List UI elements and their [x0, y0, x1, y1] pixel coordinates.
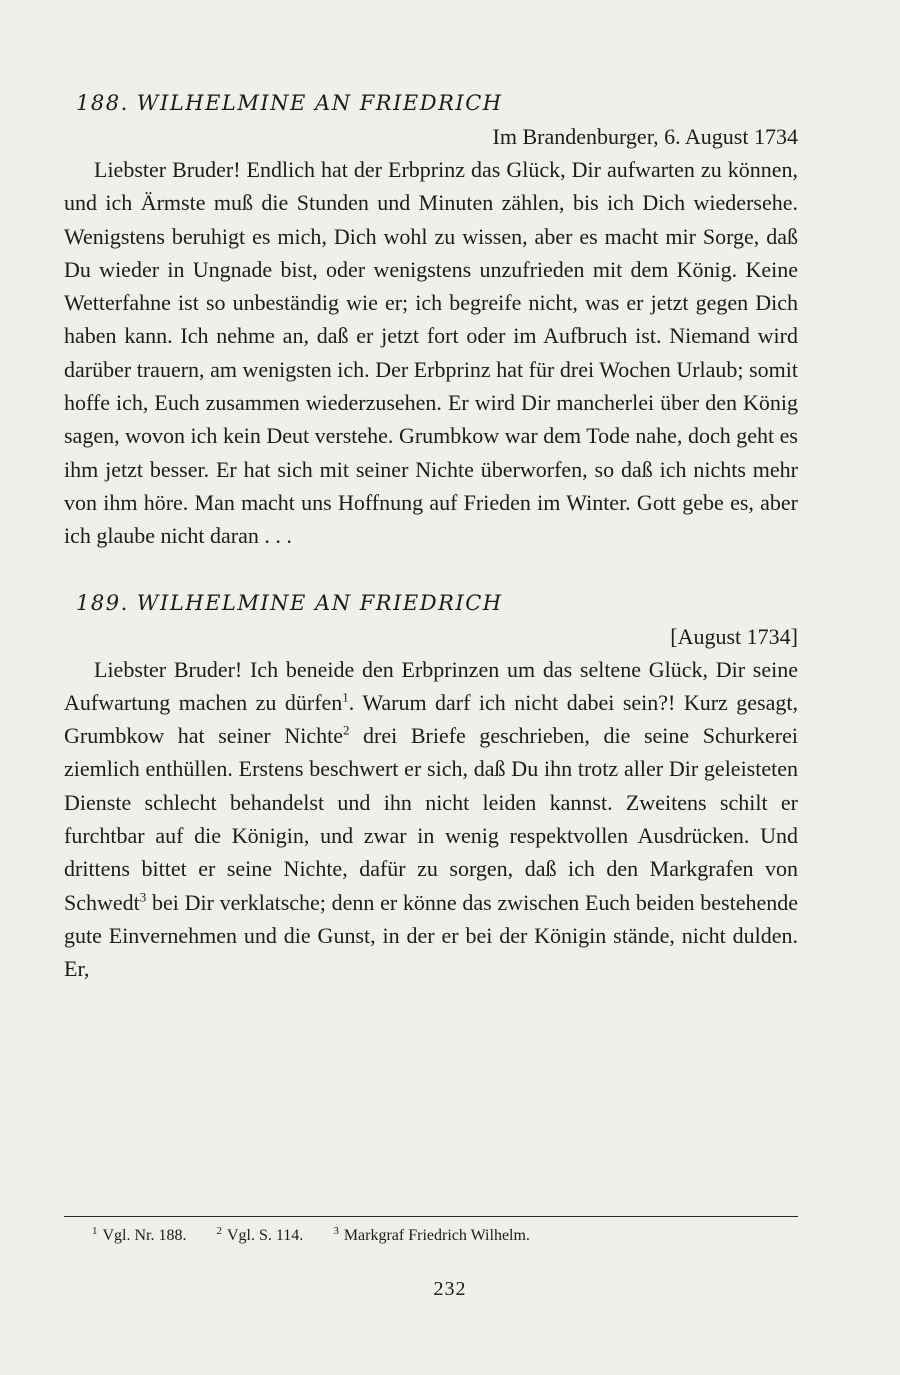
letter-189-body-part-2: . Warum darf ich nicht dabei sein?! Kurz gesagt, Grumbkow hat seiner Nichte — [64, 689, 798, 749]
footnote-3-text: Markgraf Friedrich Wilhelm. — [343, 1227, 530, 1244]
footnote-divider — [64, 1216, 798, 1217]
footnote-marker-3: 3 — [139, 889, 147, 905]
letter-188-heading: 188. WILHELMINE AN FRIEDRICH — [76, 91, 503, 115]
letter-189-dateline: [August 1734] — [670, 623, 798, 649]
footnote-3-number: 3 — [333, 1224, 339, 1237]
footnote-marker-2: 2 — [342, 722, 350, 738]
footnotes — [64, 1224, 798, 1248]
footnote-3 — [333, 1224, 530, 1248]
letter-189-body-part-3: drei Briefe geschrieben, die seine Schurkerei ziemlich enthüllen. Erstens beschwert er sich, daß Du ihn trotz aller Dir geleisteten Dienste schlecht behandelst und ihn nicht leiden kannst. Zweitens schilt er furchtbar auf die Königin, und zwar in wenig respektvollen Ausdrücken. Und drittens bittet er seine Nichte, dafür zu sorgen, daß ich den Markgrafen von Schwedt — [64, 723, 799, 915]
letter-188-dateline: Im Brandenburger, 6. August 1734 — [492, 124, 798, 149]
letter-189-body-part-4: bei Dir verklatsche; denn er könne das zwischen Euch beiden bestehende gute Einvernehmen und die Gunst, in der er bei der Königin stände, nicht dulden. Er, — [64, 889, 798, 982]
footnote-1-text: Vgl. Nr. 188. — [102, 1227, 187, 1244]
letter-189-heading: 189. WILHELMINE AN FRIEDRICH — [76, 590, 503, 615]
letter-188-body — [64, 153, 798, 553]
footnote-2-number: 2 — [216, 1224, 222, 1237]
section-gap — [64, 553, 798, 588]
footnote-2-text: Vgl. S. 114. — [227, 1227, 304, 1244]
page-content — [64, 88, 798, 986]
letter-189-body — [64, 653, 798, 986]
footnote-marker-1: 1 — [342, 689, 349, 705]
footnote-1 — [92, 1224, 187, 1248]
page-number: 232 — [433, 1278, 467, 1300]
footnote-1-number: 1 — [92, 1224, 98, 1237]
letter-188-body-text: Liebster Bruder! Endlich hat der Erbprinz das Glück, Dir aufwarten zu können, und ich Ärmste muß die Stunden und Minuten zählen, bis ich Dich wiedersehe. Wenigstens beruhigt es mich, Dich wohl zu wissen, aber es macht mir Sorge, daß Du wieder in Ungnade bist, oder wenigstens unzufrieden mit dem König. Keine Wetterfahne ist so unbeständig wie er; ich begreife nicht, was er jetzt gegen Dich haben kann. Ich nehme an, daß er jetzt fort oder im Aufbruch ist. Niemand wird darüber trauern, am wenigsten ich. Der Erbprinz hat für drei Wochen Urlaub; somit hoffe ich, Euch zusammen wiederzusehen. Er wird Dir mancherlei über den König sagen, wovon ich kein Deut verstehe. Grumbkow war dem Tode nahe, doch geht es ihm jetzt besser. Er hat sich mit seiner Nichte überworfen, so daß ich nichts mehr von ihm höre. Man macht uns Hoffnung auf Frieden im Winter. Gott gebe es, aber ich glaube nicht daran . . . — [64, 157, 798, 549]
letter-189-body-part-1: Liebster Bruder! Ich beneide den Erbprinzen um das seltene Glück, Dir seine Aufwartung machen zu dürfen — [64, 656, 798, 715]
footnote-2 — [217, 1224, 304, 1248]
